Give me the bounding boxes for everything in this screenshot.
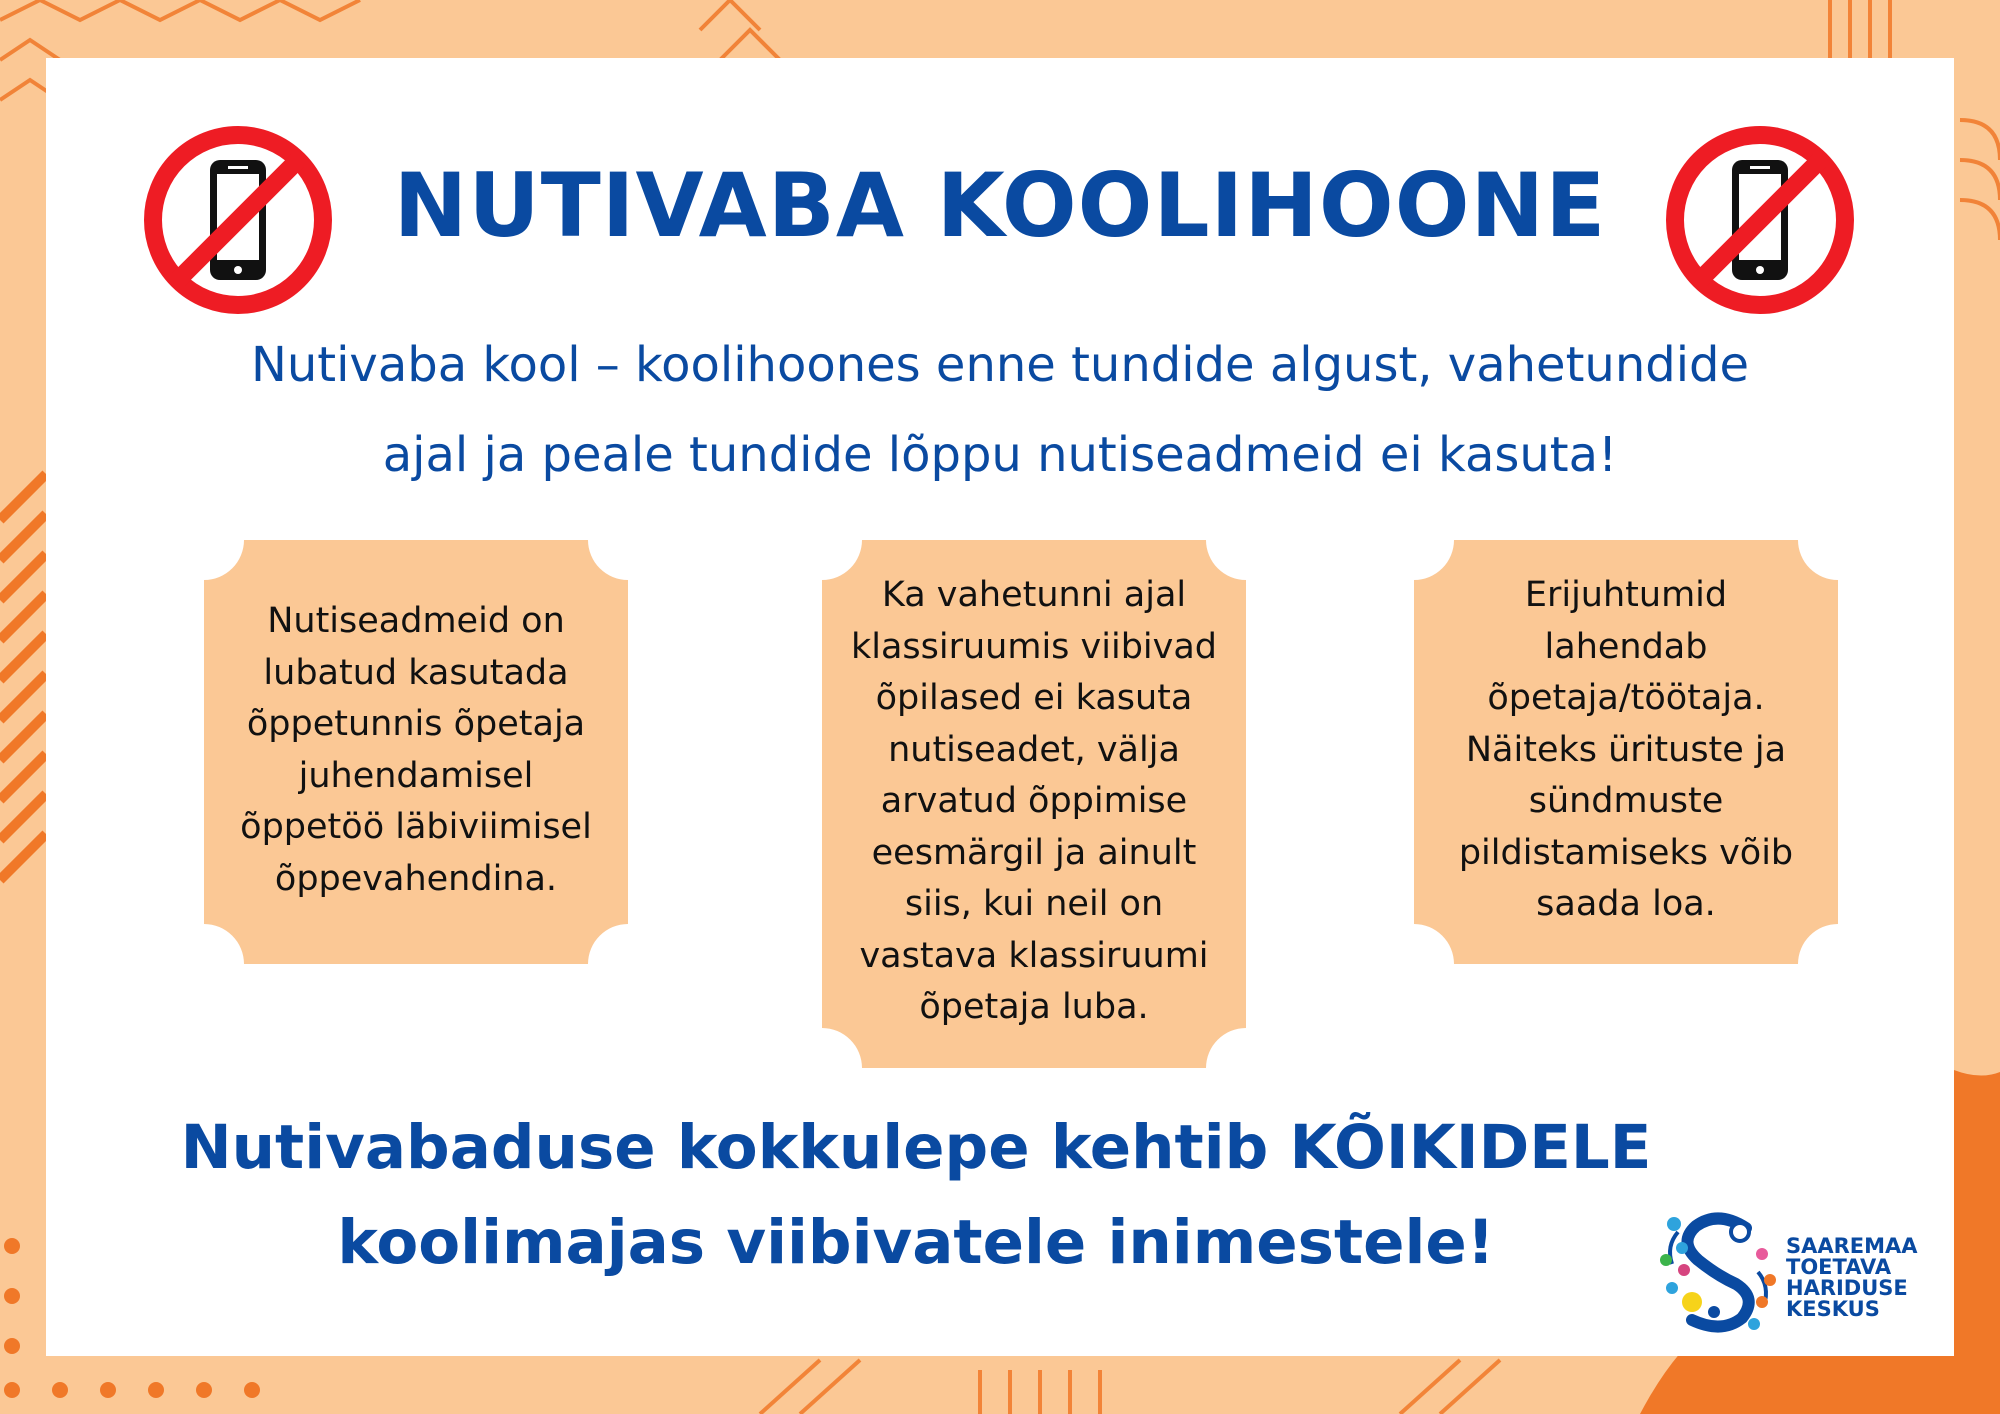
rule-line: õpilased ei kasuta bbox=[875, 678, 1193, 718]
rule-text bbox=[228, 596, 604, 905]
rule-line: õppevahendina. bbox=[274, 858, 558, 899]
logo-line: TOETAVA bbox=[1786, 1255, 1892, 1279]
no-phone-icon bbox=[1660, 120, 1860, 320]
rule-line: Nutiseadmeid on bbox=[267, 601, 565, 641]
logo-line: KESKUS bbox=[1786, 1297, 1880, 1321]
footer-line-1: Nutivabaduse kokkulepe kehtib KÕIKIDELE bbox=[180, 1112, 1652, 1183]
logo-text bbox=[1786, 1236, 1918, 1320]
rule-line: Erijuhtumid bbox=[1524, 575, 1728, 615]
rule-line: õppetöö läbiviimisel bbox=[240, 807, 592, 847]
rule-card-1 bbox=[204, 540, 628, 964]
logo-mark-icon bbox=[1658, 1206, 1782, 1336]
rule-line: saada loa. bbox=[1536, 884, 1716, 924]
rule-line: lubatud kasutada bbox=[263, 652, 569, 693]
logo-line: HARIDUSE bbox=[1786, 1276, 1908, 1300]
organization-logo bbox=[1658, 1206, 1948, 1336]
subtitle-line-2: ajal ja peale tundide lõppu nutiseadmeid ei kasuta! bbox=[382, 427, 1618, 483]
rule-line: sündmuste bbox=[1528, 781, 1724, 821]
rule-line: õpetaja/töötaja. bbox=[1487, 678, 1765, 718]
rule-line: eesmärgil ja ainult bbox=[871, 832, 1197, 873]
rule-line: nutiseadet, välja bbox=[888, 729, 1180, 770]
subtitle-line-1: Nutivaba kool – koolihoones enne tundide algust, vahetundide bbox=[250, 337, 1750, 393]
footer-statement bbox=[166, 1100, 1666, 1290]
rule-line: Ka vahetunni ajal bbox=[881, 575, 1187, 615]
rule-line: Näiteks ürituste ja bbox=[1465, 729, 1787, 770]
logo-line: SAAREMAA bbox=[1786, 1234, 1918, 1258]
rule-line: juhendamisel bbox=[298, 755, 534, 796]
page-title: NUTIVABA KOOLIHOONE bbox=[393, 154, 1607, 257]
rule-card-2 bbox=[822, 540, 1246, 1068]
rule-text bbox=[1438, 570, 1814, 931]
footer-line-2: koolimajas viibivatele inimestele! bbox=[337, 1207, 1495, 1278]
rule-line: siis, kui neil on bbox=[904, 884, 1164, 924]
rule-line: vastava klassiruumi bbox=[859, 935, 1209, 976]
rule-line: õppetunnis õpetaja bbox=[246, 704, 586, 744]
rule-line: klassiruumis viibivad bbox=[850, 626, 1218, 667]
rule-card-3 bbox=[1414, 540, 1838, 964]
rule-line: pildistamiseks võib bbox=[1458, 832, 1794, 873]
subtitle bbox=[146, 320, 1854, 500]
rule-line: arvatud õppimise bbox=[880, 781, 1188, 821]
rule-line: lahendab bbox=[1544, 626, 1708, 667]
poster-card bbox=[46, 58, 1954, 1356]
rule-text bbox=[838, 570, 1230, 1034]
rule-line: õpetaja luba. bbox=[919, 987, 1149, 1027]
